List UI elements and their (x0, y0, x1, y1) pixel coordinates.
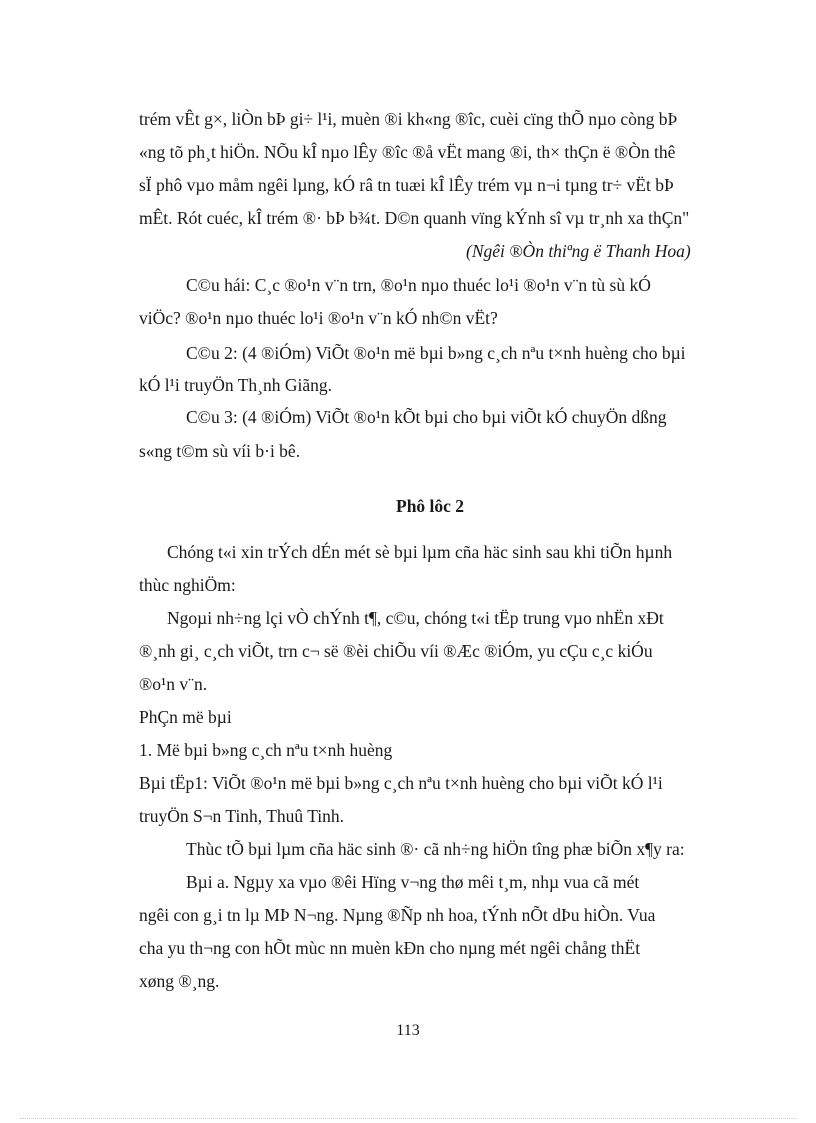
page-number: 113 (396, 1022, 420, 1039)
question-3-line: s«ng t©m sù víi b·i bê. (139, 441, 301, 461)
appendix-heading: Phô lôc 2 (396, 496, 465, 516)
question-1-line: viÖc? ®o¹n nµo thuéc lo¹i ®o¹n v¨n kÓ nh©n vËt? (139, 308, 498, 328)
exercise-line: truyÖn S¬n Tinh, Thuû Tinh. (139, 806, 345, 826)
question-2-line: C©u 2: (4 ®iÓm) ViÕt ®o¹n më bµi b»ng c¸ch nªu t×nh huèng cho bµi (186, 343, 686, 363)
section-heading: PhÇn më bµi (139, 707, 232, 727)
exercise-line: Bµi tËp1: ViÕt ®o¹n më bµi b»ng c¸ch nªu t×nh huèng cho bµi viÕt kÓ l¹i (139, 773, 663, 793)
source-citation: (Ngêi ®Òn thiªng ë Thanh Hoa) (466, 241, 691, 261)
question-2-line: kÓ l¹i truyÖn Th¸nh Giãng. (139, 375, 333, 395)
body-text-line: Chóng t«i xin trÝch dÉn mét sè bµi lµm cña häc sinh sau khi tiÕn hµnh (167, 542, 673, 562)
question-1-line: C©u hái: C¸c ®o¹n v¨n trn, ®o¹n nµo thuéc lo¹i ®o¹n v¨n tù sù kÓ (186, 275, 651, 295)
body-text-line: Ngoµi nh÷ng lçi vÒ chÝnh t¶, c©u, chóng t«i tËp trung vµo nhËn xÐt (167, 608, 664, 628)
subsection-heading: 1. Më bµi b»ng c¸ch nªu t×nh huèng (139, 740, 393, 760)
body-text-line: ®o¹n v¨n. (139, 674, 208, 694)
body-text-line: trém vÊt g×, liÒn bÞ gi÷ l¹i, muèn ®i kh«ng ®îc, cuèi cïng thÕ nµo còng bÞ (139, 109, 678, 129)
sample-essay-line: xøng ®¸ng. (139, 971, 220, 991)
body-text-line: sÏ phô vµo måm ngêi lµng, kÓ râ tn tuæi kÎ lÊy trém vµ n¬i tµng tr÷ vËt bÞ (139, 175, 674, 195)
body-text-line: «ng tõ ph¸t hiÖn. NÕu kÎ nµo lÊy ®îc ®å vËt mang ®i, th× thÇn ë ®Òn thê (139, 142, 676, 162)
page-bottom-border (20, 1118, 796, 1119)
sample-essay-line: Bµi a. Ngµy xa vµo ®êi Hïng v¬ng thø mêi t¸m, nhµ vua cã mét (186, 872, 640, 892)
question-3-line: C©u 3: (4 ®iÓm) ViÕt ®o¹n kÕt bµi cho bµi viÕt kÓ chuyÖn dßng (186, 407, 667, 427)
body-text-line: Thùc tÕ bµi lµm cña häc sinh ®· cã nh÷ng hiÖn tîng phæ biÕn x¶y ra: (186, 839, 685, 859)
sample-essay-line: ngêi con g¸i tn lµ MÞ N¬ng. Nµng ®Ñp nh hoa, tÝnh nÕt dÞu hiÒn. Vua (139, 905, 656, 925)
body-text-line: thùc nghiÖm: (139, 575, 236, 595)
body-text-line: mÊt. Rót cuéc, kÎ trém ®· bÞ b¾t. D©n quanh vïng kÝnh sî vµ tr¸nh xa thÇn" (139, 208, 690, 228)
sample-essay-line: cha yu th¬ng con hÕt mùc nn muèn kÐn cho nµng mét ngêi chång thËt (139, 938, 641, 958)
body-text-line: ®¸nh gi¸ c¸ch viÕt, trn c¬ së ®èi chiÕu víi ®Æc ®iÓm, yu cÇu c¸c kiÓu (139, 641, 653, 661)
